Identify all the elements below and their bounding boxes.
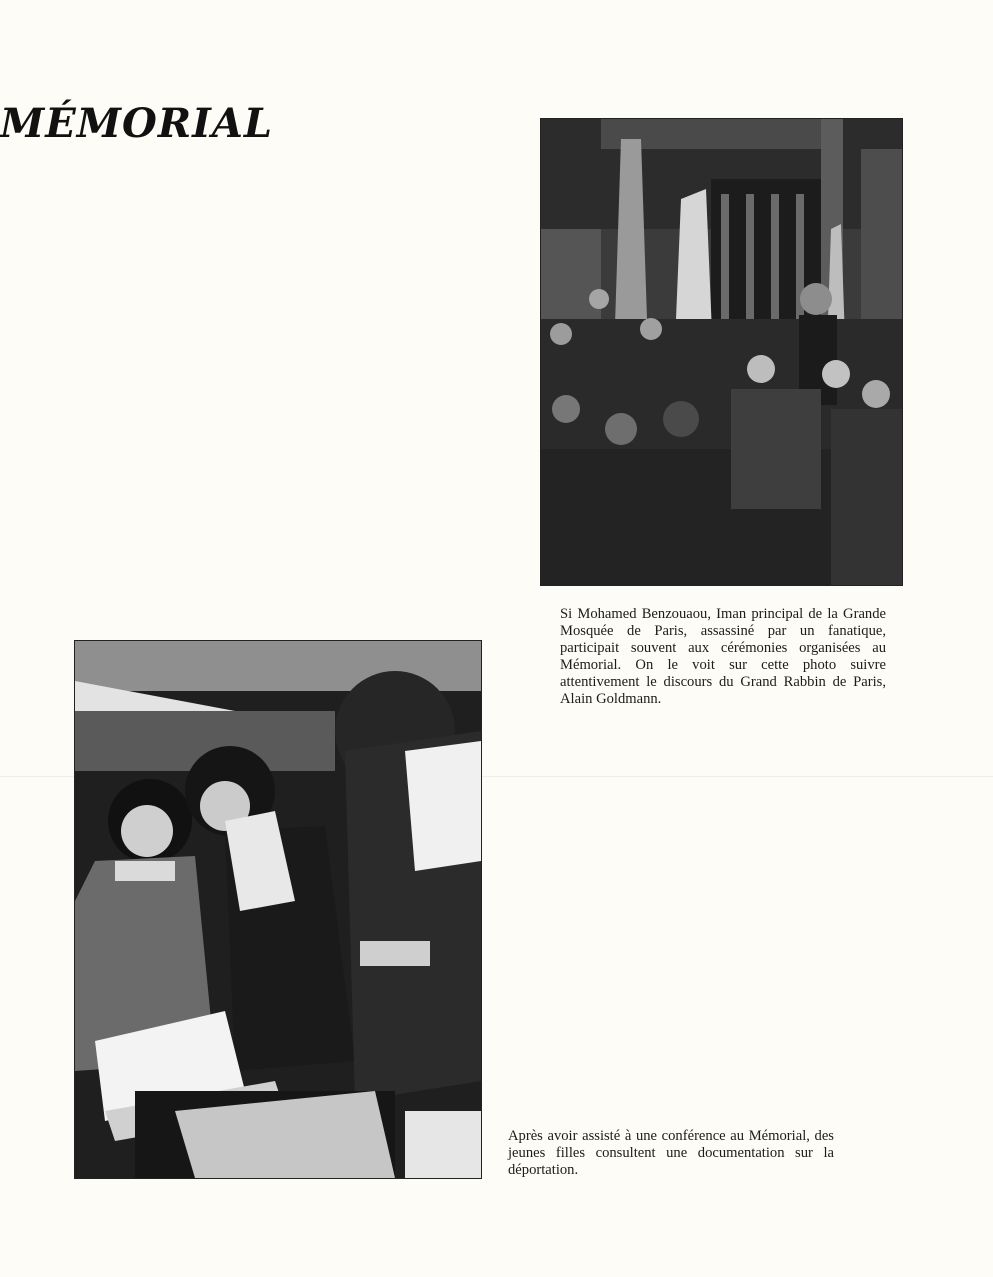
reading-caption: Après avoir assisté à une conférence au Mémorial, des jeunes filles consultent une documentation sur la déportation. (508, 1128, 834, 1178)
page-heading: MÉMORIAL (0, 100, 273, 147)
ceremony-photo (540, 118, 903, 586)
ceremony-photo-image (541, 119, 902, 585)
ceremony-caption: Si Mohamed Benzouaou, Iman principal de la Grande Mosquée de Paris, assassiné par un fanatique, participait souvent aux cérémonies organisées au Mémorial. On le voit sur cette photo suivre attentivement le discours du Grand Rabbin de Paris, Alain Goldmann. (560, 606, 886, 707)
reading-photo (74, 640, 482, 1179)
reading-photo-image (75, 641, 481, 1178)
